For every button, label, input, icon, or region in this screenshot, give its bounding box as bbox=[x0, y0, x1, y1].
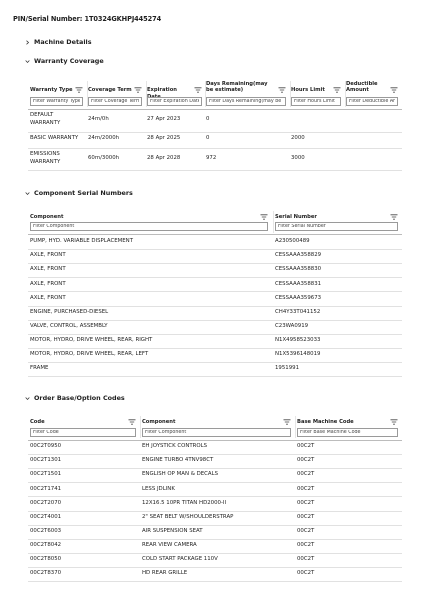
row-divider bbox=[28, 454, 402, 455]
table-cell: ENGINE, PURCHASED-DIESEL bbox=[30, 308, 109, 315]
column-header-warranty-3: Days Remaining(may be estimate) bbox=[206, 81, 268, 94]
table-cell: 00C2T bbox=[297, 556, 315, 562]
table-cell: COLD START PACKAGE 110V bbox=[142, 556, 218, 562]
column-header-warranty-1: Coverage Term bbox=[88, 87, 132, 94]
row-divider bbox=[28, 291, 402, 292]
table-cell: 3000 bbox=[291, 154, 305, 161]
table-cell: C23WA0919 bbox=[275, 322, 309, 329]
table-cell: 00C2T1301 bbox=[30, 457, 62, 464]
table-cell: BASIC WARRANTY bbox=[30, 135, 79, 141]
table-cell: MOTOR, HYDRO, DRIVE WHEEL, REAR, LEFT bbox=[30, 351, 149, 357]
table-cell: 24m/2000h bbox=[88, 135, 120, 141]
table-cell: 0 bbox=[206, 115, 210, 122]
table-cell: 00C2T0950 bbox=[30, 443, 62, 450]
table-cell: 00C2T2070 bbox=[30, 499, 62, 506]
table-cell: 00C2T8370 bbox=[30, 570, 62, 577]
table-cell: 28 Apr 2028 bbox=[147, 154, 181, 161]
header-divider bbox=[28, 234, 402, 235]
column-menu-icon[interactable] bbox=[260, 213, 268, 220]
table-cell: PUMP, HYD. VARIABLE DISPLACEMENT bbox=[30, 238, 134, 245]
order-codes-title: Order Base/Option Codes bbox=[34, 394, 125, 402]
table-cell: AXLE, FRONT bbox=[30, 294, 66, 301]
column-menu-icon[interactable] bbox=[134, 86, 142, 93]
table-cell: 24m/0h bbox=[88, 115, 109, 122]
row-divider bbox=[28, 553, 402, 554]
row-divider bbox=[28, 170, 402, 171]
table-cell: N1X4958523033 bbox=[275, 336, 321, 343]
column-header-order_codes-1: Component bbox=[142, 419, 176, 425]
table-cell: AXLE, FRONT bbox=[30, 252, 66, 259]
table-cell: AXLE, FRONT bbox=[30, 266, 66, 273]
filter-input-components-0[interactable] bbox=[30, 222, 268, 231]
component-serial-title: Component Serial Numbers bbox=[34, 189, 133, 197]
table-cell: A230500489 bbox=[275, 238, 310, 245]
row-divider bbox=[28, 277, 402, 278]
header-divider bbox=[28, 440, 402, 441]
table-cell: AXLE, FRONT bbox=[30, 280, 66, 287]
table-cell: 00C2T8042 bbox=[30, 541, 62, 548]
row-divider bbox=[28, 567, 402, 568]
row-divider bbox=[28, 581, 402, 582]
row-divider bbox=[28, 539, 402, 540]
table-cell: 60m/3000h bbox=[88, 154, 120, 161]
column-header-warranty-2: Expiration bbox=[147, 87, 177, 94]
column-divider bbox=[290, 81, 291, 107]
table-cell: 1951991 bbox=[275, 365, 300, 372]
table-cell: FRAME bbox=[30, 365, 49, 372]
filter-input-warranty-5[interactable] bbox=[346, 97, 398, 106]
column-divider bbox=[295, 416, 296, 438]
filter-input-order_codes-0[interactable] bbox=[30, 428, 136, 437]
column-header-components-1: Serial Number bbox=[275, 214, 317, 220]
column-header-order_codes-0: Code bbox=[30, 419, 45, 425]
chevron-right-icon bbox=[23, 40, 31, 45]
table-cell: REAR VIEW CAMERA bbox=[142, 541, 197, 548]
row-divider bbox=[28, 468, 402, 469]
filter-input-warranty-2[interactable] bbox=[147, 97, 202, 106]
table-cell: 00C2T bbox=[297, 499, 315, 506]
row-divider bbox=[28, 482, 402, 483]
table-cell: 00C2T bbox=[297, 457, 315, 464]
table-cell: 00C2T bbox=[297, 527, 315, 534]
table-cell: 27 Apr 2023 bbox=[147, 115, 181, 122]
table-cell: 972 bbox=[206, 154, 217, 161]
row-divider bbox=[28, 376, 402, 377]
row-divider bbox=[28, 525, 402, 526]
chevron-down-icon bbox=[23, 59, 31, 64]
filter-input-warranty-4[interactable] bbox=[291, 97, 341, 106]
row-divider bbox=[28, 511, 402, 512]
column-header-warranty-5: Deductible Amount bbox=[346, 81, 378, 94]
row-divider bbox=[28, 263, 402, 264]
row-divider bbox=[28, 320, 402, 321]
warranty-coverage-toggle[interactable] bbox=[23, 57, 104, 65]
column-menu-icon[interactable] bbox=[390, 213, 398, 220]
table-cell: EMISSIONS WARRANTY bbox=[30, 151, 61, 165]
filter-input-order_codes-2[interactable] bbox=[297, 428, 398, 437]
column-divider bbox=[146, 81, 147, 107]
column-menu-icon[interactable] bbox=[283, 418, 291, 425]
filter-input-components-1[interactable] bbox=[275, 222, 398, 231]
row-divider bbox=[28, 132, 402, 133]
column-header-components-0: Component bbox=[30, 214, 64, 220]
column-menu-icon[interactable] bbox=[333, 86, 341, 93]
row-divider bbox=[28, 306, 402, 307]
column-menu-icon[interactable] bbox=[278, 86, 286, 93]
table-cell: 0 bbox=[206, 135, 210, 141]
table-cell: 2" SEAT BELT W/SHOULDERSTRAP bbox=[142, 513, 234, 520]
chevron-down-icon bbox=[23, 191, 31, 196]
table-cell: 00C2T6003 bbox=[30, 527, 62, 534]
column-divider bbox=[345, 81, 346, 107]
pin-serial-number: PIN/Serial Number: 1T0324GKHPJ445274 bbox=[13, 15, 162, 23]
table-cell: 00C2T bbox=[297, 570, 315, 577]
column-menu-icon[interactable] bbox=[194, 86, 202, 93]
column-menu-icon[interactable] bbox=[75, 86, 83, 93]
row-divider bbox=[28, 362, 402, 363]
table-cell: DEFAULT WARRANTY bbox=[30, 112, 61, 126]
table-cell: EH JOYSTICK CONTROLS bbox=[142, 443, 208, 450]
table-cell: CESSAAA358829 bbox=[275, 252, 322, 259]
column-header-order_codes-2: Base Machine Code bbox=[297, 419, 354, 425]
table-cell: LESS JDLINK bbox=[142, 485, 175, 492]
table-cell: CESSAAA359673 bbox=[275, 294, 322, 301]
table-cell: 00C2T1741 bbox=[30, 485, 62, 492]
warranty-coverage-title: Warranty Coverage bbox=[34, 57, 104, 65]
table-cell: N1X5396148019 bbox=[275, 351, 321, 357]
table-cell: 00C2T bbox=[297, 541, 315, 548]
filter-input-warranty-0[interactable] bbox=[30, 97, 83, 106]
component-serial-toggle[interactable] bbox=[23, 189, 133, 197]
column-divider bbox=[87, 81, 88, 107]
row-divider bbox=[28, 249, 402, 250]
column-header-warranty-0: Warranty Type bbox=[30, 87, 73, 94]
table-cell: 00C2T4001 bbox=[30, 513, 62, 520]
table-cell: MOTOR, HYDRO, DRIVE WHEEL, REAR, RIGHT bbox=[30, 336, 153, 343]
table-cell: 00C2T bbox=[297, 471, 315, 478]
column-divider bbox=[140, 416, 141, 438]
column-menu-icon[interactable] bbox=[390, 418, 398, 425]
table-cell: 00C2T bbox=[297, 485, 315, 492]
row-divider bbox=[28, 496, 402, 497]
table-cell: 28 Apr 2025 bbox=[147, 135, 181, 141]
filter-input-order_codes-1[interactable] bbox=[142, 428, 291, 437]
table-cell: CESSAAA358831 bbox=[275, 280, 322, 287]
order-codes-toggle[interactable] bbox=[23, 394, 125, 402]
machine-details-toggle[interactable] bbox=[23, 38, 92, 46]
table-cell: CESSAAA358830 bbox=[275, 266, 322, 273]
column-menu-icon[interactable] bbox=[390, 86, 398, 93]
table-cell: 12X16.5 10PR TITAN HD2000-II bbox=[142, 499, 227, 506]
row-divider bbox=[28, 148, 402, 149]
table-cell: ENGLISH OP MAN & DECALS bbox=[142, 471, 219, 478]
header-divider bbox=[28, 109, 402, 110]
table-cell: VALVE, CONTROL, ASSEMBLY bbox=[30, 322, 108, 329]
column-menu-icon[interactable] bbox=[128, 418, 136, 425]
column-header-warranty-4: Hours Limit bbox=[291, 87, 325, 94]
row-divider bbox=[28, 334, 402, 335]
machine-details-title: Machine Details bbox=[34, 38, 92, 46]
table-cell: 00C2T1501 bbox=[30, 471, 62, 478]
table-cell: 00C2T8050 bbox=[30, 556, 62, 562]
table-cell: HD REAR GRILLE bbox=[142, 570, 188, 577]
table-cell: 00C2T bbox=[297, 443, 315, 450]
filter-input-warranty-3[interactable] bbox=[206, 97, 286, 106]
row-divider bbox=[28, 348, 402, 349]
table-cell: AIR SUSPENSION SEAT bbox=[142, 527, 203, 534]
filter-input-warranty-1[interactable] bbox=[88, 97, 142, 106]
column-divider bbox=[205, 81, 206, 107]
table-cell: ENGINE TURBO 4TNV98CT bbox=[142, 457, 214, 464]
column-divider bbox=[273, 211, 274, 233]
table-cell: 2000 bbox=[291, 135, 305, 141]
table-cell: CH4Y33T041152 bbox=[275, 308, 321, 315]
table-cell: 00C2T bbox=[297, 513, 315, 520]
chevron-down-icon bbox=[23, 396, 31, 401]
